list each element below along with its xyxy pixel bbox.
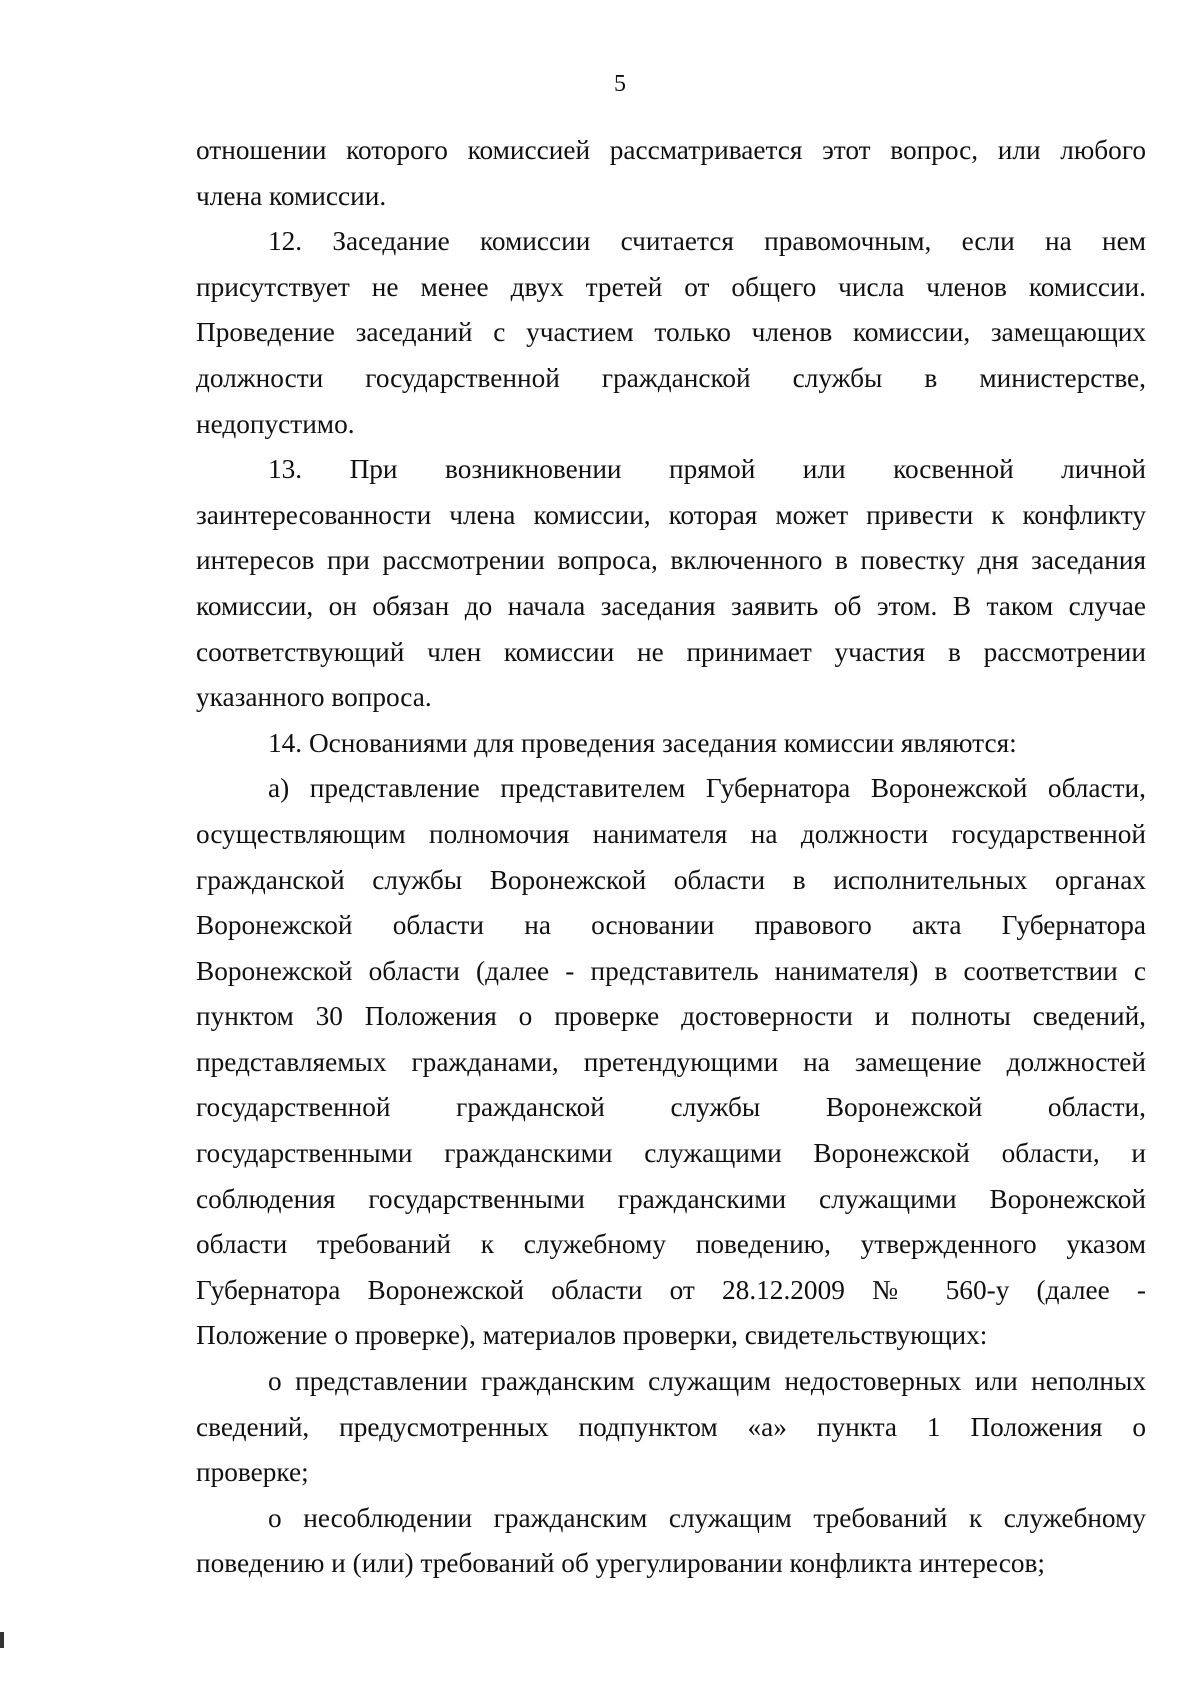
text-line: Воронежской области (далее - представитель нанимателя) в соответствии с	[196, 955, 1146, 986]
text-line: области требований к служебному поведению, утвержденного указом	[196, 1229, 1146, 1260]
text-line: Положение о проверке), материалов проверки, свидетельствующих:	[196, 1320, 988, 1351]
text-line: пунктом 30 Положения о проверке достоверности и полноты сведений,	[196, 1001, 1146, 1032]
text-line: 14. Основаниями для проведения заседания комиссии являются:	[268, 727, 1017, 758]
text-line: Губернатора Воронежской области от 28.12.2009 № 560-у (далее -	[196, 1274, 1146, 1305]
item-inaccurate-information	[196, 1359, 1146, 1496]
text-line: недопустимо.	[196, 408, 355, 439]
document-body	[196, 128, 1146, 1587]
text-line: гражданской службы Воронежской области в исполнительных органах	[196, 864, 1146, 895]
text-line: указанного вопроса.	[196, 682, 432, 713]
subparagraph-a	[196, 766, 1146, 1359]
text-line: о несоблюдении гражданским служащим требований к служебному	[268, 1502, 1146, 1533]
text-line: а) представление представителем Губернатора Воронежской области,	[268, 773, 1146, 804]
text-line: соответствующий член комиссии не принимает участия в рассмотрении	[196, 636, 1146, 667]
text-line: 12. Заседание комиссии считается правомочным, если на нем	[268, 226, 1146, 257]
paragraph-11-continuation	[196, 128, 1146, 219]
text-line: проверке;	[196, 1457, 309, 1488]
text-line: государственными гражданскими служащими Воронежской области, и	[196, 1138, 1146, 1169]
paragraph-14	[196, 721, 1146, 767]
text-line: заинтересованности члена комиссии, которая может привести к конфликту	[196, 499, 1146, 530]
text-line: Воронежской области на основании правового акта Губернатора	[196, 910, 1146, 941]
text-line: присутствует не менее двух третей от общего числа членов комиссии.	[196, 271, 1146, 302]
text-line: представляемых гражданами, претендующими на замещение должностей	[196, 1046, 1146, 1077]
text-line: комиссии, он обязан до начала заседания заявить об этом. В таком случае	[196, 590, 1146, 621]
page-number: 5	[614, 71, 626, 97]
text-line: должности государственной гражданской службы в министерстве,	[196, 362, 1146, 393]
text-line: государственной гражданской службы Воронежской области,	[196, 1092, 1146, 1123]
scan-edge-mark	[0, 1632, 4, 1648]
text-line: соблюдения государственными гражданскими служащими Воронежской	[196, 1183, 1146, 1214]
paragraph-13	[196, 447, 1146, 721]
text-line: отношении которого комиссией рассматривается этот вопрос, или любого	[196, 135, 1146, 165]
text-line: сведений, предусмотренных подпунктом «а» пункта 1 Положения о	[196, 1411, 1146, 1442]
text-line: члена комиссии.	[196, 180, 387, 211]
text-line: интересов при рассмотрении вопроса, включенного в повестку дня заседания	[196, 545, 1146, 576]
item-noncompliance	[196, 1496, 1146, 1587]
text-line: 13. При возникновении прямой или косвенной личной	[268, 454, 1146, 485]
text-line: поведению и (или) требований об урегулировании конфликта интересов;	[196, 1548, 1045, 1579]
paragraph-12	[196, 219, 1146, 447]
text-line: осуществляющим полномочия нанимателя на должности государственной	[196, 818, 1146, 849]
text-line: о представлении гражданским служащим недостоверных или неполных	[268, 1366, 1146, 1397]
text-line: Проведение заседаний с участием только членов комиссии, замещающих	[196, 317, 1146, 348]
